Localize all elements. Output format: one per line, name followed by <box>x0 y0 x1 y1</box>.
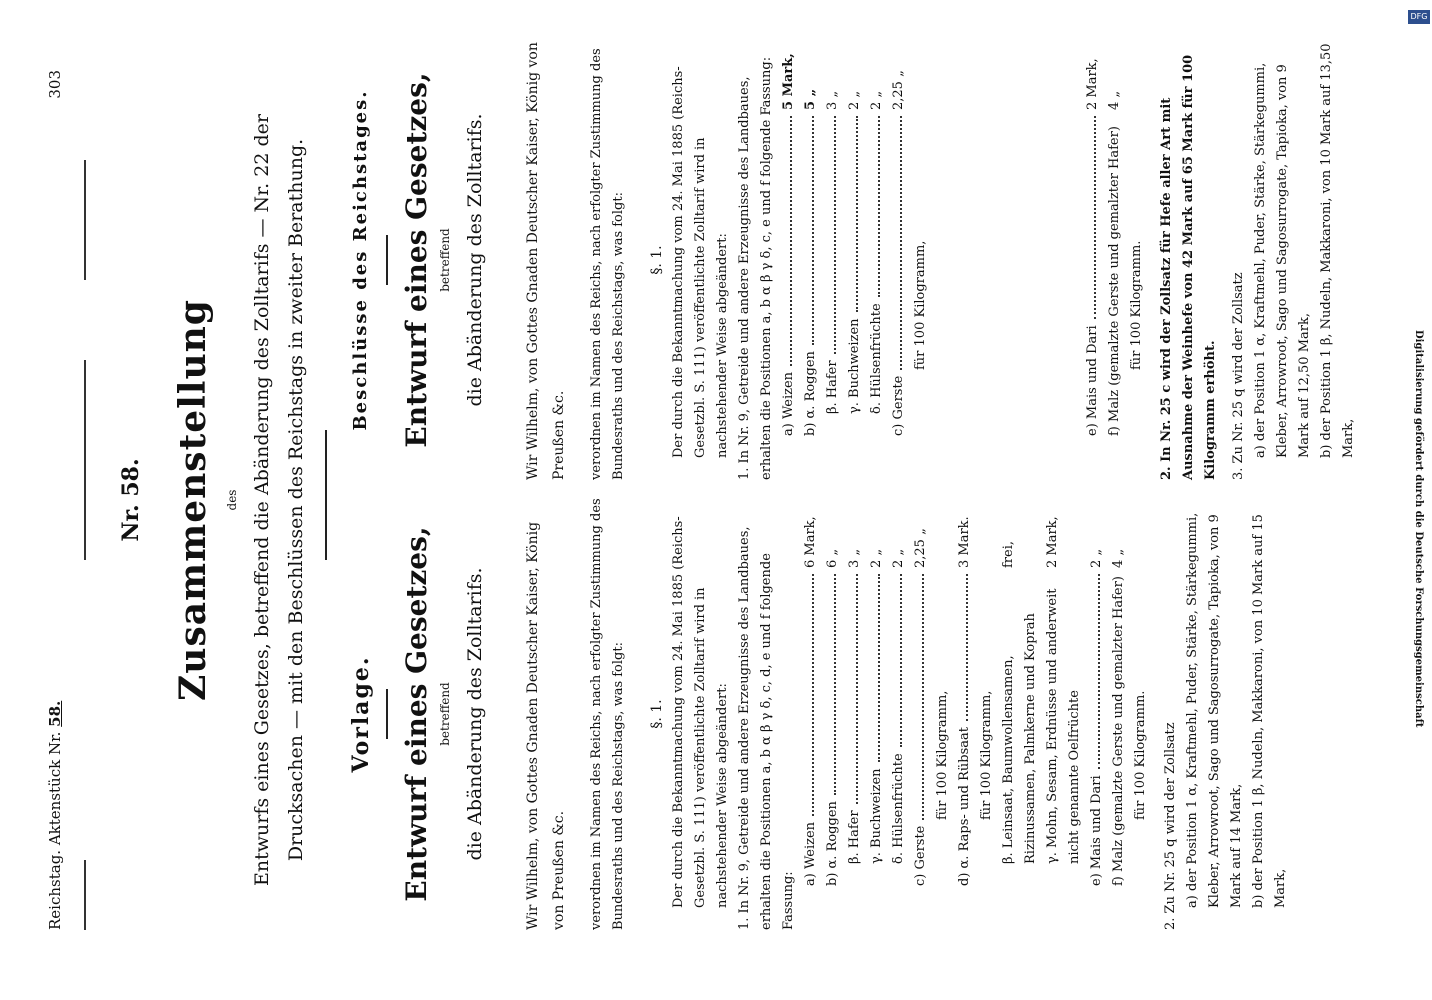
tariff-list <box>778 40 1148 480</box>
entwurf-title: Entwurf eines Gesetzes, <box>400 526 433 902</box>
paragraph-number: §. 1. <box>649 699 665 729</box>
tariff-row: γ. Mohn, Sesam, Erdnüsse und anderweit nicht genannte Oelfrüchte 2 Mark, <box>1045 516 1082 864</box>
per-unit-note: für 100 Kilogramm, <box>913 240 928 370</box>
tariff-row: γ. Buchweizen 2 „ <box>847 90 862 414</box>
page-title: Zusammenstellung <box>172 299 214 701</box>
tariff-row: f) Malz (gemalzte Gerste und gemalzter Hafer) 4 „ <box>1107 90 1122 436</box>
entwurf-title: Entwurf eines Gesetzes, <box>400 72 433 448</box>
item-3: 3. Zu Nr. 25 q wird der Zollsatz <box>1231 272 1246 480</box>
header-rule <box>84 160 86 280</box>
verordnen-text: verordnen im Namen des Reichs, nach erfolgter Zustimmung des Bundesraths und des Reichstags, was folgt: <box>589 48 626 480</box>
per-unit-note: für 100 Kilogramm. <box>1129 240 1144 370</box>
abaenderung-title: die Abänderung des Zolltarifs. <box>464 567 486 861</box>
tariff-row: e) Mais und Dari 2 „ <box>1089 548 1104 886</box>
tariff-row: δ. Hülsenfrüchte 2 „ <box>869 90 884 414</box>
item-2: 2. In Nr. 25 c wird der Zollsatz für Hefe aller Art mit Ausnahme der Weinhefe von 42 Mark auf 65 Mark für 100 Kilogramm erhöht. <box>1159 54 1218 480</box>
betreffend-label: betreffend <box>438 682 452 746</box>
column-heading: Beschlüsse des Reichstages. <box>350 89 371 431</box>
header-rule <box>84 360 86 560</box>
tariff-row: δ. Hülsenfrüchte 2 „ <box>891 548 906 864</box>
per-unit-note: für 100 Kilogramm. <box>1133 690 1148 820</box>
item-3b: b) der Position 1 β, Nudeln, Makkaroni, von 10 Mark auf 13,50 Mark, <box>1319 43 1356 458</box>
header-number: 58. <box>46 700 64 727</box>
abaenderung-title: die Abänderung des Zolltarifs. <box>464 113 486 407</box>
item-1: 1. In Nr. 9, Getreide und andere Erzeugnisse des Landbaues, erhalten die Positionen a, b α β γ δ, c, d, e und f folgende Fassung: <box>737 526 796 930</box>
tariff-row: d) α. Raps- und Rübsaat 3 Mark. <box>957 516 972 886</box>
column-vorlage <box>350 498 1292 930</box>
item-2b: b) der Position 1 β, Nudeln, Makkaroni, von 10 Mark auf 15 Mark, <box>1251 514 1288 908</box>
per-unit-note: für 100 Kilogramm, <box>935 690 950 820</box>
tariff-row: a) Weizen 5 Mark, <box>781 53 796 436</box>
column-heading: Vorlage. <box>348 655 374 773</box>
per-unit-note: für 100 Kilogramm, <box>979 690 994 820</box>
item-3a: a) der Position 1 α, Kraftmehl, Puder, Stärke, Stärkegummi, Kleber, Arrowroot, Sago und Sagosurrogate, Tapioka, von 9 Mark auf 12,50 Mark, <box>1253 62 1312 458</box>
betreffend-label: betreffend <box>438 228 452 292</box>
column-beschluesse <box>350 40 1360 480</box>
tariff-row: c) Gerste 2,25 „ <box>891 70 906 436</box>
tariff-row: β. Hafer 3 „ <box>825 90 840 414</box>
dfg-logo: DFG <box>1408 10 1430 24</box>
page-number: 303 <box>46 70 64 99</box>
header-rule <box>84 860 86 930</box>
divider <box>386 689 388 739</box>
doc-number: Nr. 58. <box>118 458 144 542</box>
tariff-row: β. Hafer 3 „ <box>847 548 862 864</box>
divider <box>386 235 388 285</box>
funding-credit: Digitalisierung gefördert durch die Deutsche Forschungsgemeinschaft <box>1413 330 1424 728</box>
body-text: Der durch die Bekanntmachung vom 24. Mai 1885 (Reichs-Gesetzbl. S. 111) veröffentlichte Zolltarif wird in nachstehender Weise abgeändert: <box>671 516 730 908</box>
item-1: 1. In Nr. 9, Getreide und andere Erzeugnisse des Landbaues, erhalten die Positionen a, b α β γ δ, c, e und f folgende Fassung: <box>737 56 774 480</box>
tariff-row: a) Weizen 6 Mark, <box>803 516 818 886</box>
tariff-row: b) α. Roggen 5 „ <box>803 88 818 436</box>
divider <box>325 430 327 560</box>
preamble: Wir Wilhelm, von Gottes Gnaden Deutscher Kaiser, König von Preußen &c. <box>525 521 567 930</box>
tariff-row: f) Malz (gemalzte Gerste und gemalzter Hafer) 4 „ <box>1111 548 1126 886</box>
title-des: des <box>225 489 239 511</box>
blank-space <box>932 40 1082 436</box>
page-header <box>46 70 76 930</box>
paragraph-number: §. 1. <box>649 245 665 275</box>
preamble: Wir Wilhelm, von Gottes Gnaden Deutscher Kaiser, König von Preußen &c. <box>525 42 567 480</box>
item-2a: a) der Position 1 α, Kraftmehl, Puder, Stärke, Stärkegummi, Kleber, Arrowroot, Sago und Sagosurrogate, Tapioka, von 9 Mark auf 14 Mark, <box>1185 512 1244 908</box>
header-left: Reichstag. Aktenstück Nr. 58. <box>46 700 64 930</box>
tariff-row: γ. Buchweizen 2 „ <box>869 548 884 864</box>
tariff-row: β. Leinsaat, Baumwollensamen, Rizinussamen, Palmkerne und Koprah frei, <box>1001 540 1038 864</box>
page-subtitle: Entwurfs eines Gesetzes, betreffend die Abänderung des Zolltarifs — Nr. 22 der Drucksachen — mit den Beschlüssen des Reichstags in zweiter Berathung. <box>251 114 307 886</box>
tariff-row: c) Gerste 2,25 „ <box>913 528 928 886</box>
tariff-row: e) Mais und Dari 2 Mark, <box>1085 58 1100 436</box>
tariff-list <box>800 498 1152 930</box>
verordnen-text: verordnen im Namen des Reichs, nach erfolgter Zustimmung des Bundesraths und des Reichstags, was folgt: <box>589 498 626 930</box>
body-text: Der durch die Bekanntmachung vom 24. Mai 1885 (Reichs-Gesetzbl. S. 111) veröffentlichte Zolltarif wird in nachstehender Weise abgeändert: <box>671 66 730 458</box>
item-2: 2. Zu Nr. 25 q wird der Zollsatz <box>1163 722 1178 930</box>
tariff-row: b) α. Roggen 6 „ <box>825 548 840 886</box>
